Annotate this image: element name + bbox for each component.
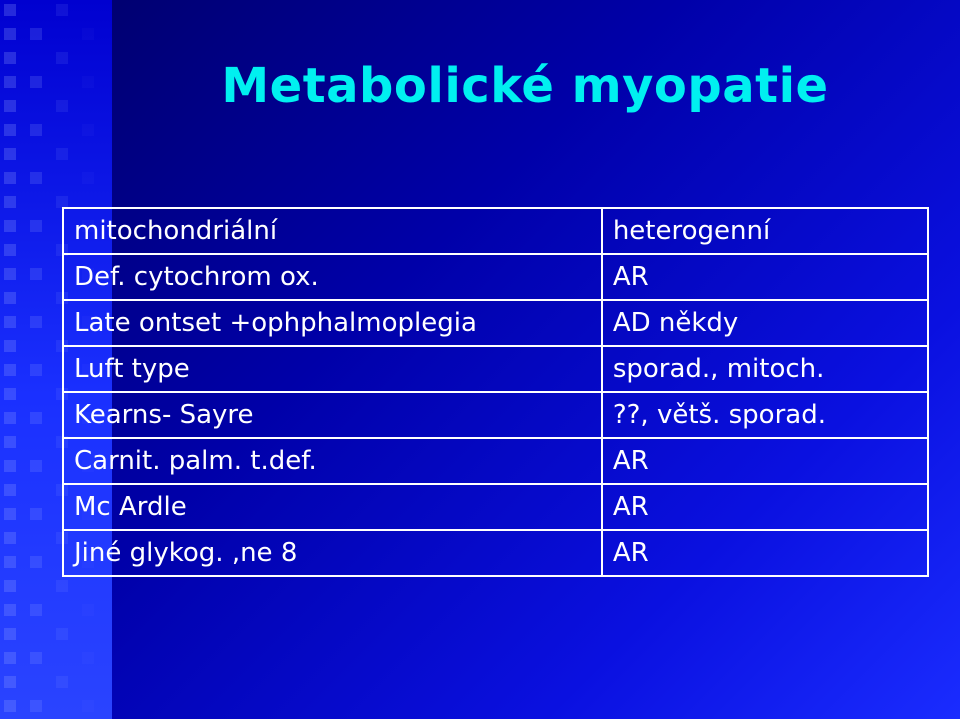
decorative-square — [30, 412, 42, 424]
decorative-square — [56, 148, 68, 160]
decorative-square — [56, 580, 68, 592]
decorative-square — [4, 556, 16, 568]
table-cell-condition: Carnit. palm. t.def. — [63, 438, 602, 484]
decorative-square — [30, 316, 42, 328]
table-row — [63, 392, 928, 438]
table-cell-condition: Mc Ardle — [63, 484, 602, 530]
decorative-square — [4, 124, 16, 136]
table-row — [63, 484, 928, 530]
decorative-square — [82, 172, 94, 184]
decorative-square — [4, 28, 16, 40]
decorative-square — [30, 556, 42, 568]
decorative-square — [30, 364, 42, 376]
table-cell-inheritance: sporad., mitoch. — [602, 346, 928, 392]
table-cell-inheritance: AR — [602, 530, 928, 576]
table-cell-condition: Late ontset +ophphalmoplegia — [63, 300, 602, 346]
decorative-square — [4, 460, 16, 472]
decorative-square — [4, 316, 16, 328]
decorative-square — [30, 700, 42, 712]
decorative-square — [30, 268, 42, 280]
decorative-square — [4, 484, 16, 496]
decorative-square — [4, 148, 16, 160]
decorative-square — [30, 460, 42, 472]
decorative-square — [82, 28, 94, 40]
decorative-square — [82, 604, 94, 616]
decorative-square — [4, 652, 16, 664]
table-cell-inheritance: AD někdy — [602, 300, 928, 346]
decorative-square — [4, 364, 16, 376]
table-cell-condition: Jiné glykog. ,ne 8 — [63, 530, 602, 576]
decorative-square — [4, 388, 16, 400]
slide-title: Metabolické myopatie — [221, 58, 829, 114]
decorative-square — [82, 124, 94, 136]
table-cell-condition: Luft type — [63, 346, 602, 392]
decorative-square — [4, 172, 16, 184]
decorative-square — [4, 268, 16, 280]
decorative-square — [82, 700, 94, 712]
decorative-square — [4, 292, 16, 304]
table-row — [63, 530, 928, 576]
decorative-square — [56, 676, 68, 688]
myopathy-table — [62, 207, 929, 577]
decorative-square — [56, 4, 68, 16]
table-cell-inheritance: ??, větš. sporad. — [602, 392, 928, 438]
table-cell-inheritance: AR — [602, 254, 928, 300]
decorative-square — [4, 700, 16, 712]
table-cell-condition: mitochondriální — [63, 208, 602, 254]
decorative-square — [30, 124, 42, 136]
decorative-square — [30, 508, 42, 520]
decorative-square — [4, 436, 16, 448]
decorative-square — [4, 604, 16, 616]
decorative-square — [4, 508, 16, 520]
decorative-square — [30, 652, 42, 664]
decorative-square — [4, 220, 16, 232]
decorative-square — [4, 676, 16, 688]
decorative-square — [30, 28, 42, 40]
table-row — [63, 300, 928, 346]
decorative-square — [4, 412, 16, 424]
decorative-square — [82, 652, 94, 664]
table-cell-condition: Kearns- Sayre — [63, 392, 602, 438]
decorative-square — [4, 580, 16, 592]
decorative-square — [4, 196, 16, 208]
decorative-square — [4, 4, 16, 16]
decorative-square — [56, 628, 68, 640]
decorative-square — [30, 604, 42, 616]
table-cell-inheritance: heterogenní — [602, 208, 928, 254]
decorative-square — [30, 220, 42, 232]
decorative-square — [4, 628, 16, 640]
table-row — [63, 438, 928, 484]
decorative-square — [4, 244, 16, 256]
decorative-square — [4, 340, 16, 352]
table-cell-inheritance: AR — [602, 484, 928, 530]
table-cell-inheritance: AR — [602, 438, 928, 484]
table-row — [63, 254, 928, 300]
table-row — [63, 208, 928, 254]
table-cell-condition: Def. cytochrom ox. — [63, 254, 602, 300]
table-row — [63, 346, 928, 392]
decorative-square — [4, 532, 16, 544]
decorative-square — [30, 172, 42, 184]
